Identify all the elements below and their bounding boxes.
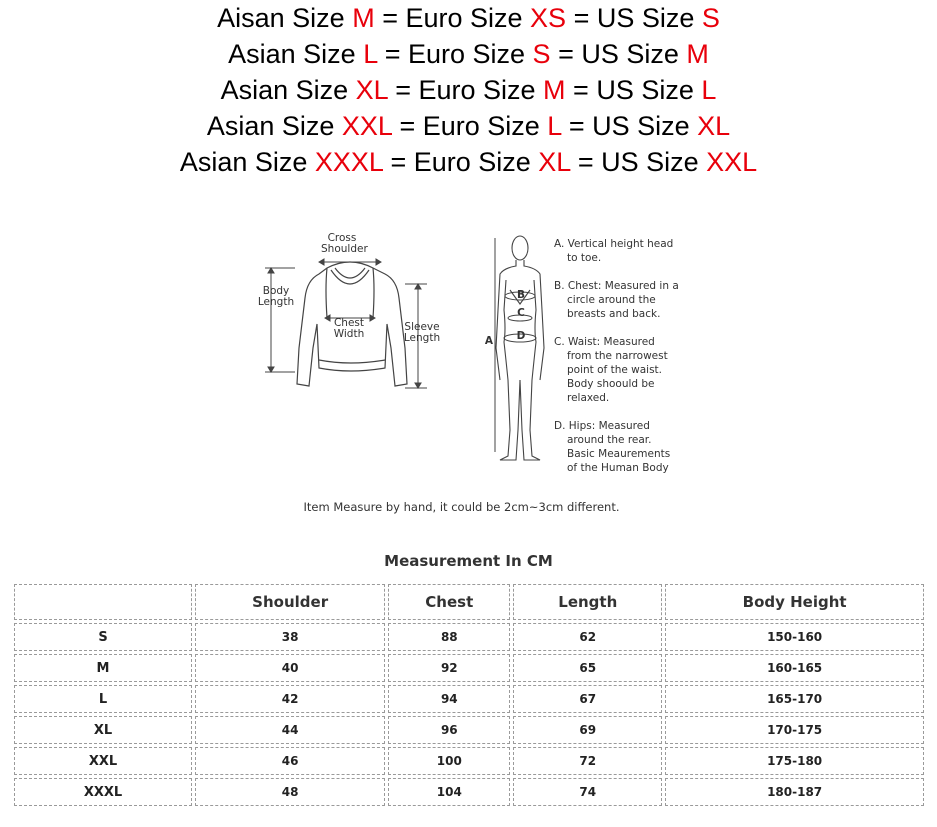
size-conversion-line-5 (0, 144, 937, 180)
note-line: around the rear. (567, 434, 652, 446)
asian-size: XXXL (314, 147, 383, 177)
length-cell: 67 (513, 685, 662, 713)
header-cell-size (14, 584, 192, 620)
shoulder-cell: 42 (195, 685, 385, 713)
body-height-cell: 150-160 (665, 623, 924, 651)
table-row (14, 747, 924, 775)
cross-shoulder-label (321, 232, 368, 255)
table-row (14, 623, 924, 651)
table-row (14, 654, 924, 682)
length-cell: 65 (513, 654, 662, 682)
chest-cell: 88 (388, 623, 510, 651)
label-text: = US Size (565, 75, 702, 105)
body-length-label (256, 286, 296, 308)
label-line: Chest (333, 317, 365, 329)
header-cell-shoulder: Shoulder (195, 584, 385, 620)
asian-size: XL (355, 75, 388, 105)
note-a (554, 237, 694, 265)
label-line: Length (257, 296, 295, 308)
label-line: Shoulder (321, 243, 368, 255)
note-c (554, 335, 694, 405)
note-line: Body shoould be (567, 378, 655, 390)
euro-size: S (532, 39, 551, 69)
body-height-cell: 165-170 (665, 685, 924, 713)
body-height-cell: 170-175 (665, 716, 924, 744)
chest-cell: 100 (388, 747, 510, 775)
us-size: XXL (706, 147, 758, 177)
chest-cell: 104 (388, 778, 510, 806)
size-cell: S (14, 623, 192, 651)
label-text: Asian Size (179, 147, 315, 177)
size-table (11, 581, 927, 809)
size-cell: XL (14, 716, 192, 744)
label-line: Width (333, 328, 365, 340)
asian-size: L (363, 39, 378, 69)
marker-a: A (484, 335, 494, 347)
label-text: = US Size (561, 111, 698, 141)
label-line: Cross (327, 232, 357, 244)
size-conversion-line-2 (0, 36, 937, 72)
chest-cell: 94 (388, 685, 510, 713)
note-b (554, 279, 694, 321)
label-text: = Euro Size (377, 39, 533, 69)
size-conversion-line-3 (0, 72, 937, 108)
body-height-cell: 180-187 (665, 778, 924, 806)
asian-size: M (352, 3, 375, 33)
label-text: Asian Size (206, 111, 342, 141)
table-header-row (14, 584, 924, 620)
length-cell: 69 (513, 716, 662, 744)
note-d (554, 419, 694, 475)
chest-width-label (328, 318, 370, 340)
note-line: A. Vertical height head (554, 238, 674, 250)
note-line: Basic Meaurements (567, 448, 671, 460)
size-cell: XXL (14, 747, 192, 775)
length-cell: 74 (513, 778, 662, 806)
euro-size: L (547, 111, 562, 141)
label-text: = US Size (570, 147, 707, 177)
header-cell-body-height: Body Height (665, 584, 924, 620)
label-text: = Euro Size (374, 3, 531, 33)
measurement-disclaimer: Item Measure by hand, it could be 2cm~3cm different. (303, 500, 620, 514)
label-line: Length (403, 332, 441, 344)
label-text: = US Size (550, 39, 687, 69)
table-title: Measurement In CM (384, 552, 553, 570)
note-line: point of the waist. (567, 364, 663, 376)
us-size: XL (697, 111, 731, 141)
note-line: breasts and back. (567, 308, 661, 320)
us-size: L (701, 75, 717, 105)
label-line: Body (262, 285, 290, 297)
label-text: = US Size (566, 3, 702, 33)
header-cell-length: Length (513, 584, 662, 620)
length-cell: 72 (513, 747, 662, 775)
size-conversion-line-4 (0, 108, 937, 144)
note-line: from the narrowest (567, 350, 668, 362)
shoulder-cell: 38 (195, 623, 385, 651)
shoulder-cell: 40 (195, 654, 385, 682)
label-text: Aisan Size (217, 3, 353, 33)
label-text: = Euro Size (387, 75, 544, 105)
marker-b: B (516, 289, 525, 301)
label-line: Sleeve (404, 321, 440, 333)
header-cell-chest: Chest (388, 584, 510, 620)
note-line: of the Human Body (567, 462, 669, 474)
label-text: Asian Size (228, 39, 364, 69)
euro-size: XS (530, 3, 567, 33)
measurement-notes (554, 237, 694, 489)
shoulder-cell: 44 (195, 716, 385, 744)
length-cell: 62 (513, 623, 662, 651)
chest-cell: 96 (388, 716, 510, 744)
size-cell: L (14, 685, 192, 713)
note-line: C. Waist: Measured (554, 336, 655, 348)
chest-cell: 92 (388, 654, 510, 682)
note-line: relaxed. (567, 392, 610, 404)
label-text: = Euro Size (391, 111, 548, 141)
shoulder-cell: 46 (195, 747, 385, 775)
note-line: circle around the (567, 294, 656, 306)
note-line: to toe. (567, 252, 602, 264)
table-row (14, 778, 924, 806)
asian-size: XXL (341, 111, 392, 141)
us-size: S (701, 3, 720, 33)
shoulder-cell: 48 (195, 778, 385, 806)
table-row (14, 716, 924, 744)
us-size: M (686, 39, 709, 69)
human-body-diagram (480, 230, 550, 466)
marker-d: D (516, 330, 526, 342)
body-height-cell: 175-180 (665, 747, 924, 775)
euro-size: M (543, 75, 566, 105)
size-cell: M (14, 654, 192, 682)
note-line: D. Hips: Measured (554, 420, 650, 432)
euro-size: XL (538, 147, 571, 177)
note-line: B. Chest: Measured in a (554, 280, 679, 292)
label-text: Asian Size (220, 75, 356, 105)
label-text: = Euro Size (382, 147, 539, 177)
body-height-cell: 160-165 (665, 654, 924, 682)
size-conversion-line-1 (0, 0, 937, 36)
table-row (14, 685, 924, 713)
marker-c: C (517, 307, 525, 319)
size-cell: XXXL (14, 778, 192, 806)
sleeve-length-label (401, 322, 443, 344)
